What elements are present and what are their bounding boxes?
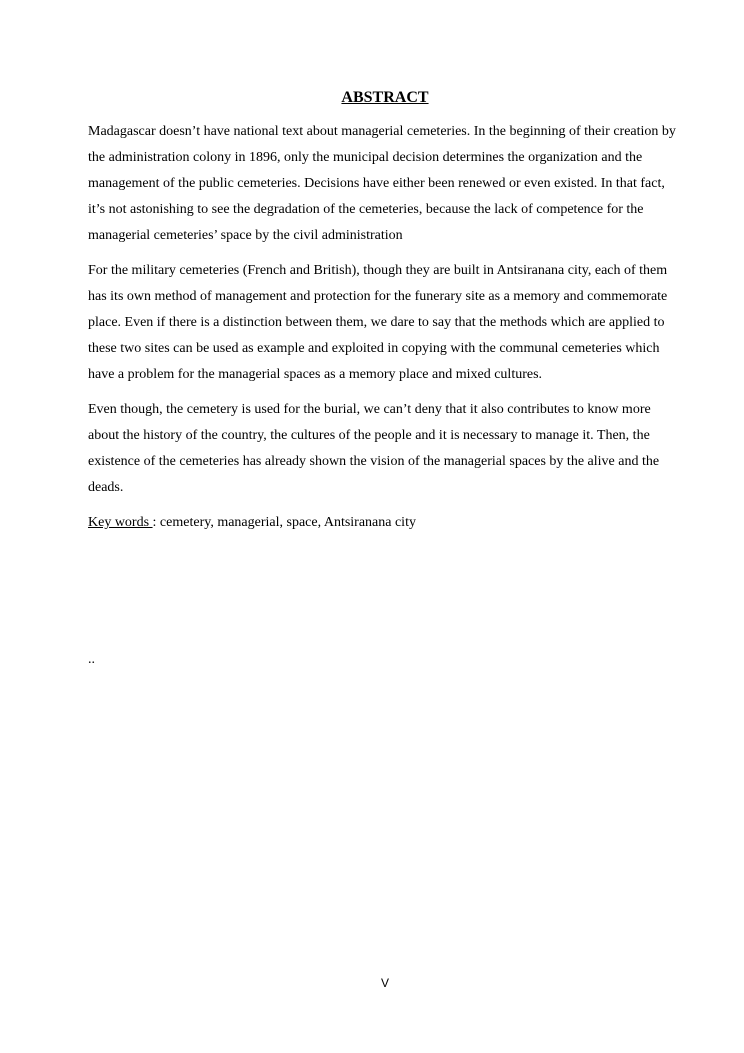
keywords-label: Key words [88,515,153,530]
paragraph-3: Even though, the cemetery is used for the burial, we can’t deny that it also contributes to know more about the history of the country, the cultures of the people and it is necessary to manage it. Then, the existence of the cemeteries has already shown the vision of the managerial spaces by the alive and the deads. [88,402,660,495]
trailing-dots: .. [88,652,95,667]
abstract-body [88,119,684,536]
paragraph-1: Madagascar doesn’t have national text about managerial cemeteries. In the beginning of their creation by the administration colony in 1896, only the municipal decision determines the organization and the management of the public cemeteries. Decisions have either been renewed or even existed. In that fact, it’s not astonishing to see the degradation of the cemeteries, because the lack of competence for the managerial cemeteries’ space by the civil administration [88,124,676,243]
abstract-title: ABSTRACT [341,89,429,106]
keywords-text: : cemetery, managerial, space, Antsiranana city [152,515,416,530]
keywords-line [88,510,684,536]
paragraph-2: For the military cemeteries (French and British), though they are built in Antsiranana city, each of them has its own method of management and protection for the funerary site as a memory and commemorate place. Even if there is a distinction between them, we dare to say that the methods which are applied to these two sites can be used as example and exploited in copying with the communal cemeteries which have a problem for the managerial spaces as a memory place and mixed cultures. [88,263,668,382]
page-number: V [380,976,389,990]
